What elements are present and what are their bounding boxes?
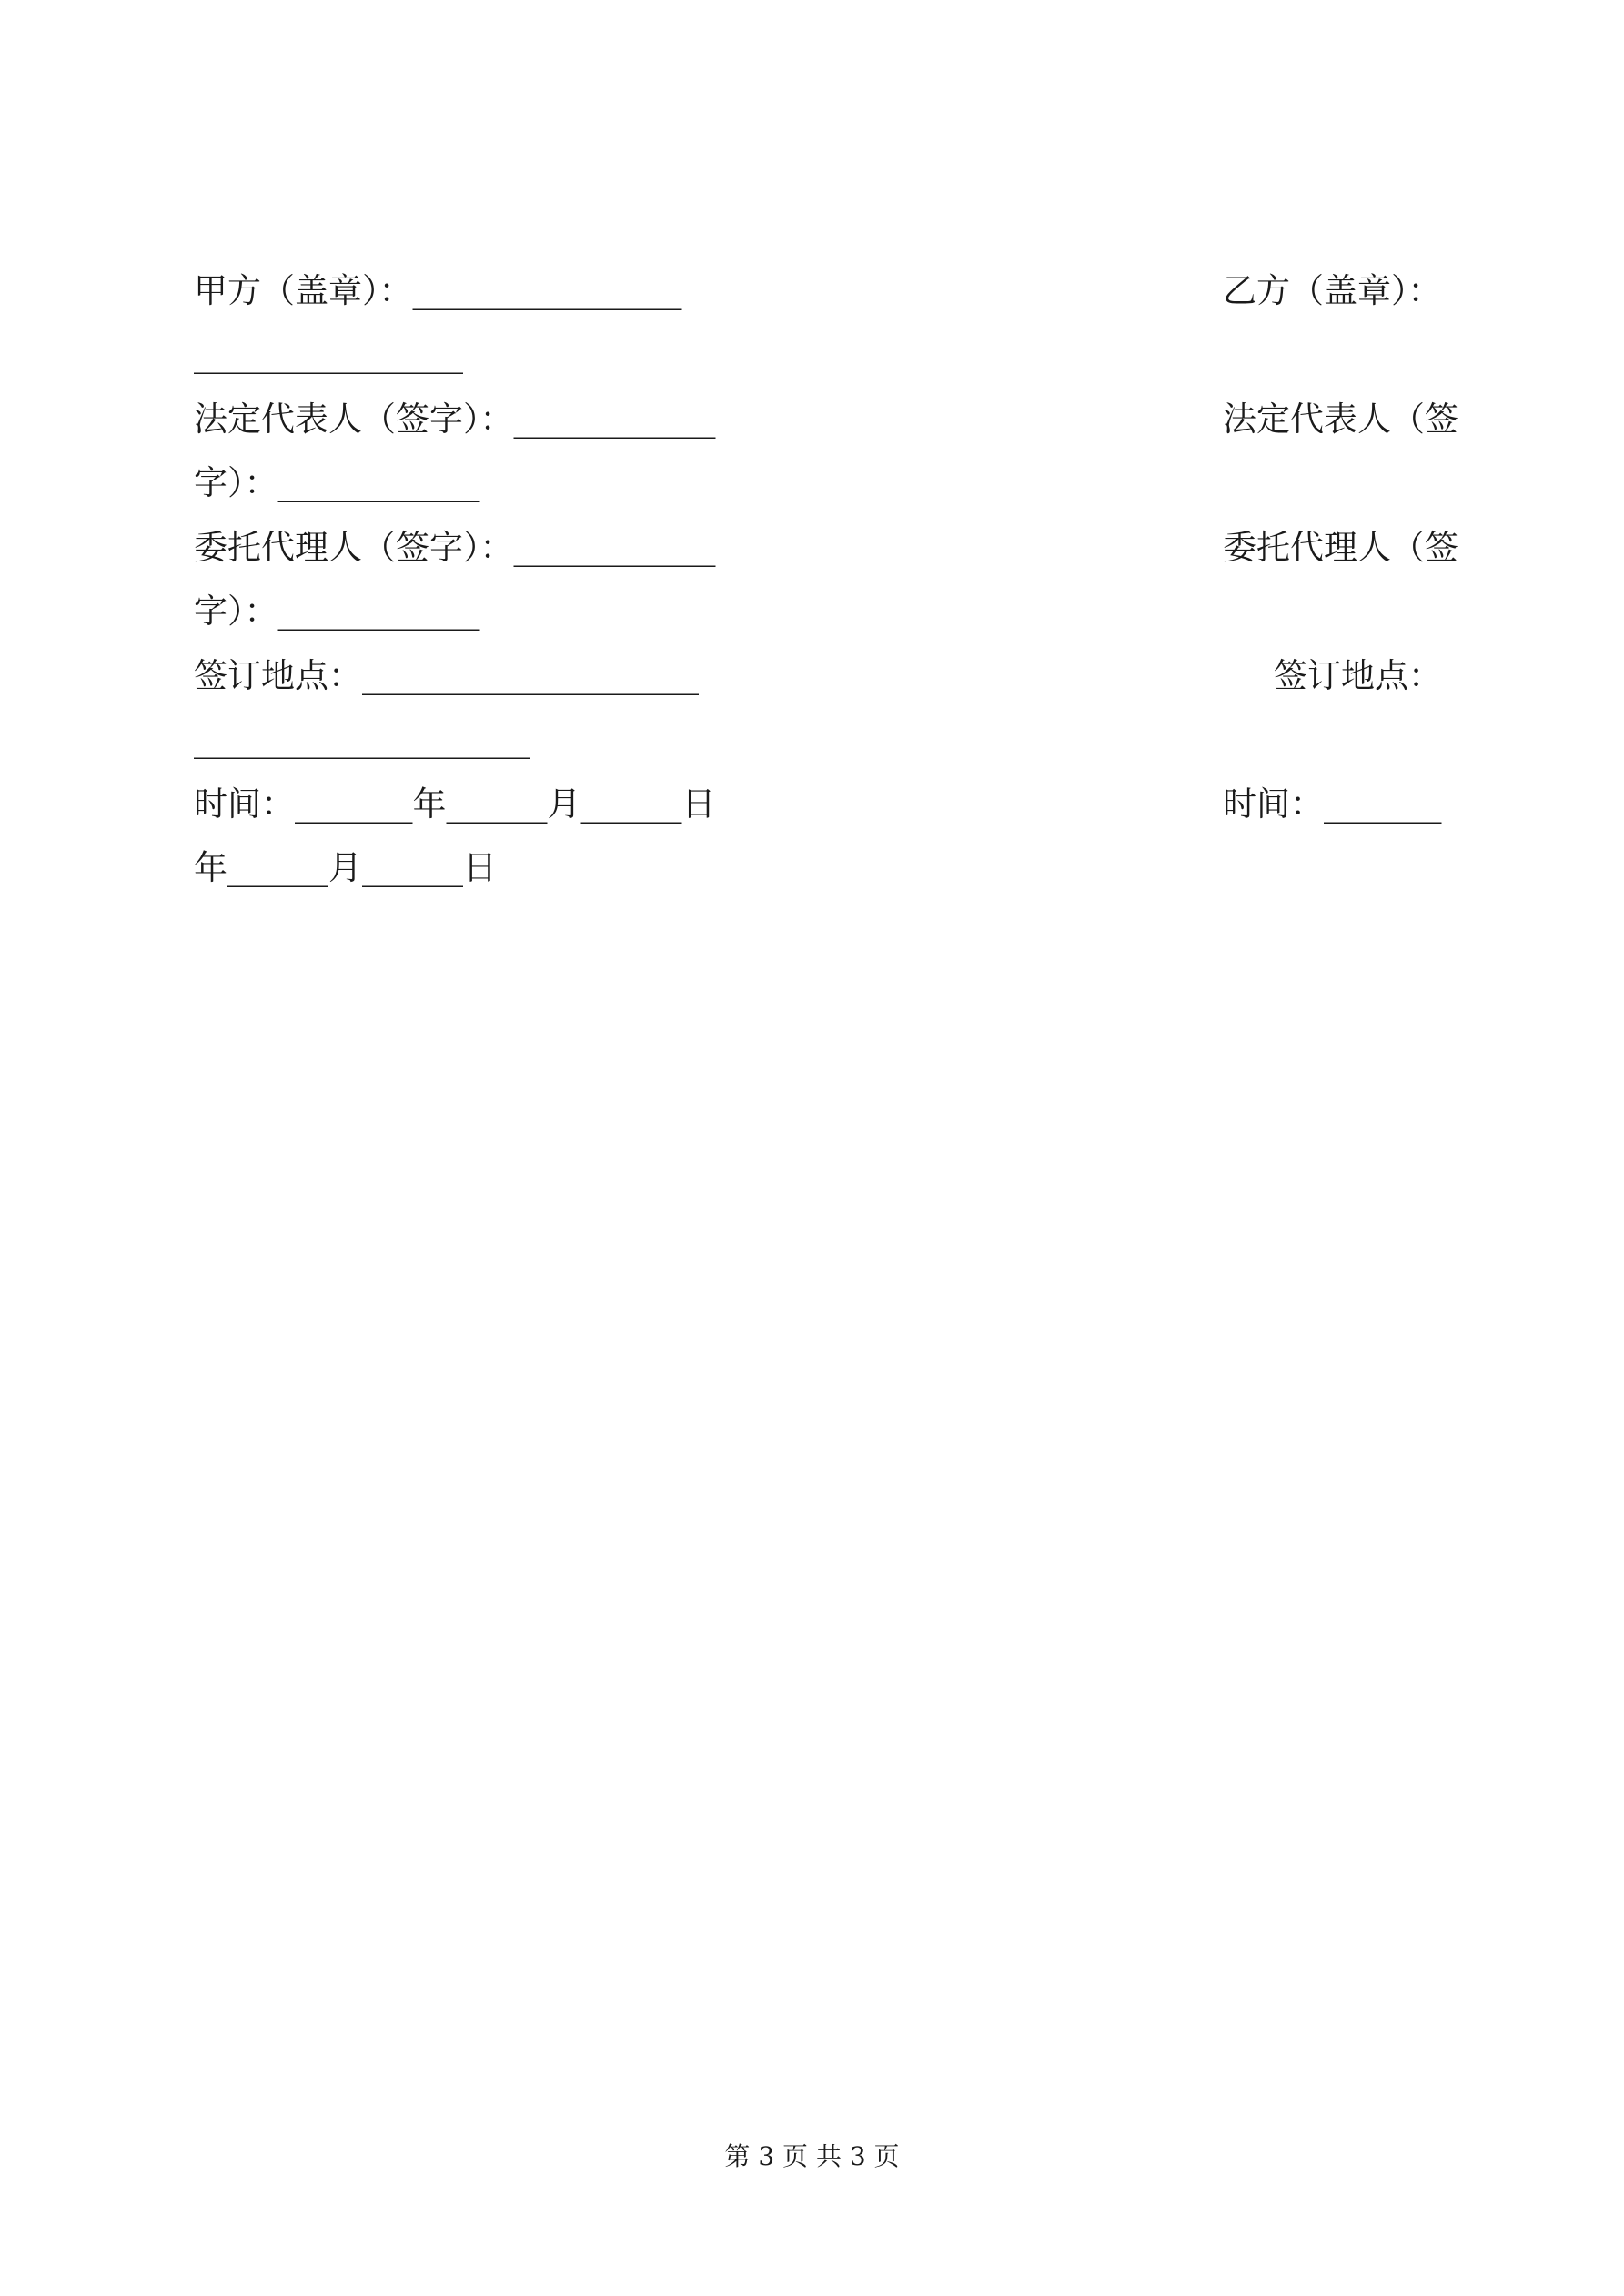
party-a-seal-line: 甲方（盖章）：________________ [194,271,682,310]
legal-rep-b-continuation: 字）：____________ [194,463,480,502]
legal-rep-b-line: 法定代表人（签 [1223,400,1458,439]
agent-b-continuation: 字）：____________ [194,592,480,631]
page-number-footer: 第 3 页 共 3 页 [724,2141,900,2171]
place-a-line: 签订地点：____________________ [194,656,699,695]
date-b-continuation: 年______月______日 [194,848,497,887]
place-b-continuation: ____________________ [194,720,530,759]
date-a-line: 时间：_______年______月______日 [194,784,716,824]
party-b-seal-continuation: ________________ [194,335,463,374]
agent-a-line: 委托代理人（签字）：____________ [194,528,716,567]
party-b-seal-line: 乙方（盖章）： [1223,271,1442,310]
place-b-line: 签订地点： [1274,656,1442,695]
date-b-line: 时间：_______ [1223,784,1442,824]
legal-rep-a-line: 法定代表人（签字）：____________ [194,400,716,439]
agent-b-line: 委托代理人（签 [1223,528,1458,567]
